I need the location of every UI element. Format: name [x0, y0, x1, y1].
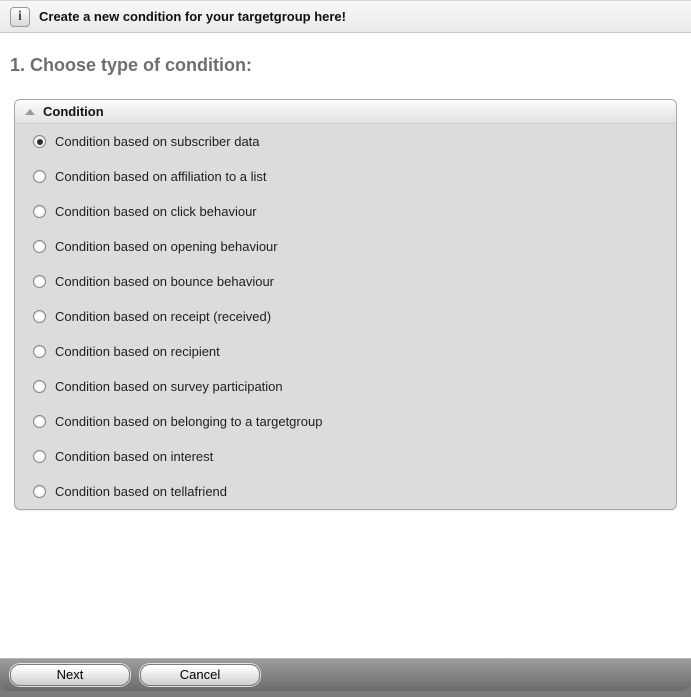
info-bar-message: Create a new condition for your targetgroup here!: [39, 9, 346, 24]
condition-option-4[interactable]: [15, 264, 676, 299]
radio-button-icon[interactable]: [33, 345, 46, 358]
footer-button-bar: [0, 658, 691, 691]
condition-option-6[interactable]: [15, 334, 676, 369]
condition-option-label: Condition based on tellafriend: [55, 484, 228, 499]
condition-option-7[interactable]: [15, 369, 676, 404]
condition-panel-title: Condition: [43, 104, 104, 119]
radio-button-icon[interactable]: [33, 415, 46, 428]
info-bar: [0, 0, 691, 33]
condition-option-1[interactable]: [15, 159, 676, 194]
condition-option-2[interactable]: [15, 194, 676, 229]
condition-option-label: Condition based on subscriber data: [55, 134, 260, 149]
condition-option-0[interactable]: [15, 124, 676, 159]
next-button[interactable]: Next: [10, 664, 130, 686]
condition-option-10[interactable]: [15, 474, 676, 509]
radio-button-icon[interactable]: [33, 170, 46, 183]
radio-button-icon[interactable]: [33, 310, 46, 323]
condition-panel: [14, 99, 677, 510]
condition-option-label: Condition based on bounce behaviour: [55, 274, 275, 289]
condition-option-label: Condition based on survey participation: [55, 379, 283, 394]
condition-option-label: Condition based on receipt (received): [55, 309, 272, 324]
page-title: 1. Choose type of condition:: [10, 55, 252, 75]
condition-option-label: Condition based on interest: [55, 449, 214, 464]
info-icon-glyph: i: [18, 8, 22, 24]
condition-options-list: [15, 124, 676, 509]
condition-option-label: Condition based on click behaviour: [55, 204, 257, 219]
radio-button-icon[interactable]: [33, 275, 46, 288]
condition-panel-header[interactable]: [15, 100, 676, 124]
radio-button-icon[interactable]: [33, 205, 46, 218]
radio-button-icon[interactable]: [33, 240, 46, 253]
condition-option-label: Condition based on belonging to a targetgroup: [55, 414, 323, 429]
footer-bar: [0, 658, 691, 697]
condition-option-label: Condition based on opening behaviour: [55, 239, 278, 254]
triangle-up-icon[interactable]: [25, 109, 35, 115]
cancel-button[interactable]: Cancel: [140, 664, 260, 686]
condition-option-label: Condition based on recipient: [55, 344, 220, 359]
radio-button-icon[interactable]: [33, 450, 46, 463]
condition-option-5[interactable]: [15, 299, 676, 334]
condition-option-3[interactable]: [15, 229, 676, 264]
info-icon: [10, 7, 30, 27]
radio-button-icon[interactable]: [33, 135, 46, 148]
condition-option-label: Condition based on affiliation to a list: [55, 169, 267, 184]
radio-button-icon[interactable]: [33, 380, 46, 393]
condition-option-9[interactable]: [15, 439, 676, 474]
radio-button-icon[interactable]: [33, 485, 46, 498]
condition-option-8[interactable]: [15, 404, 676, 439]
